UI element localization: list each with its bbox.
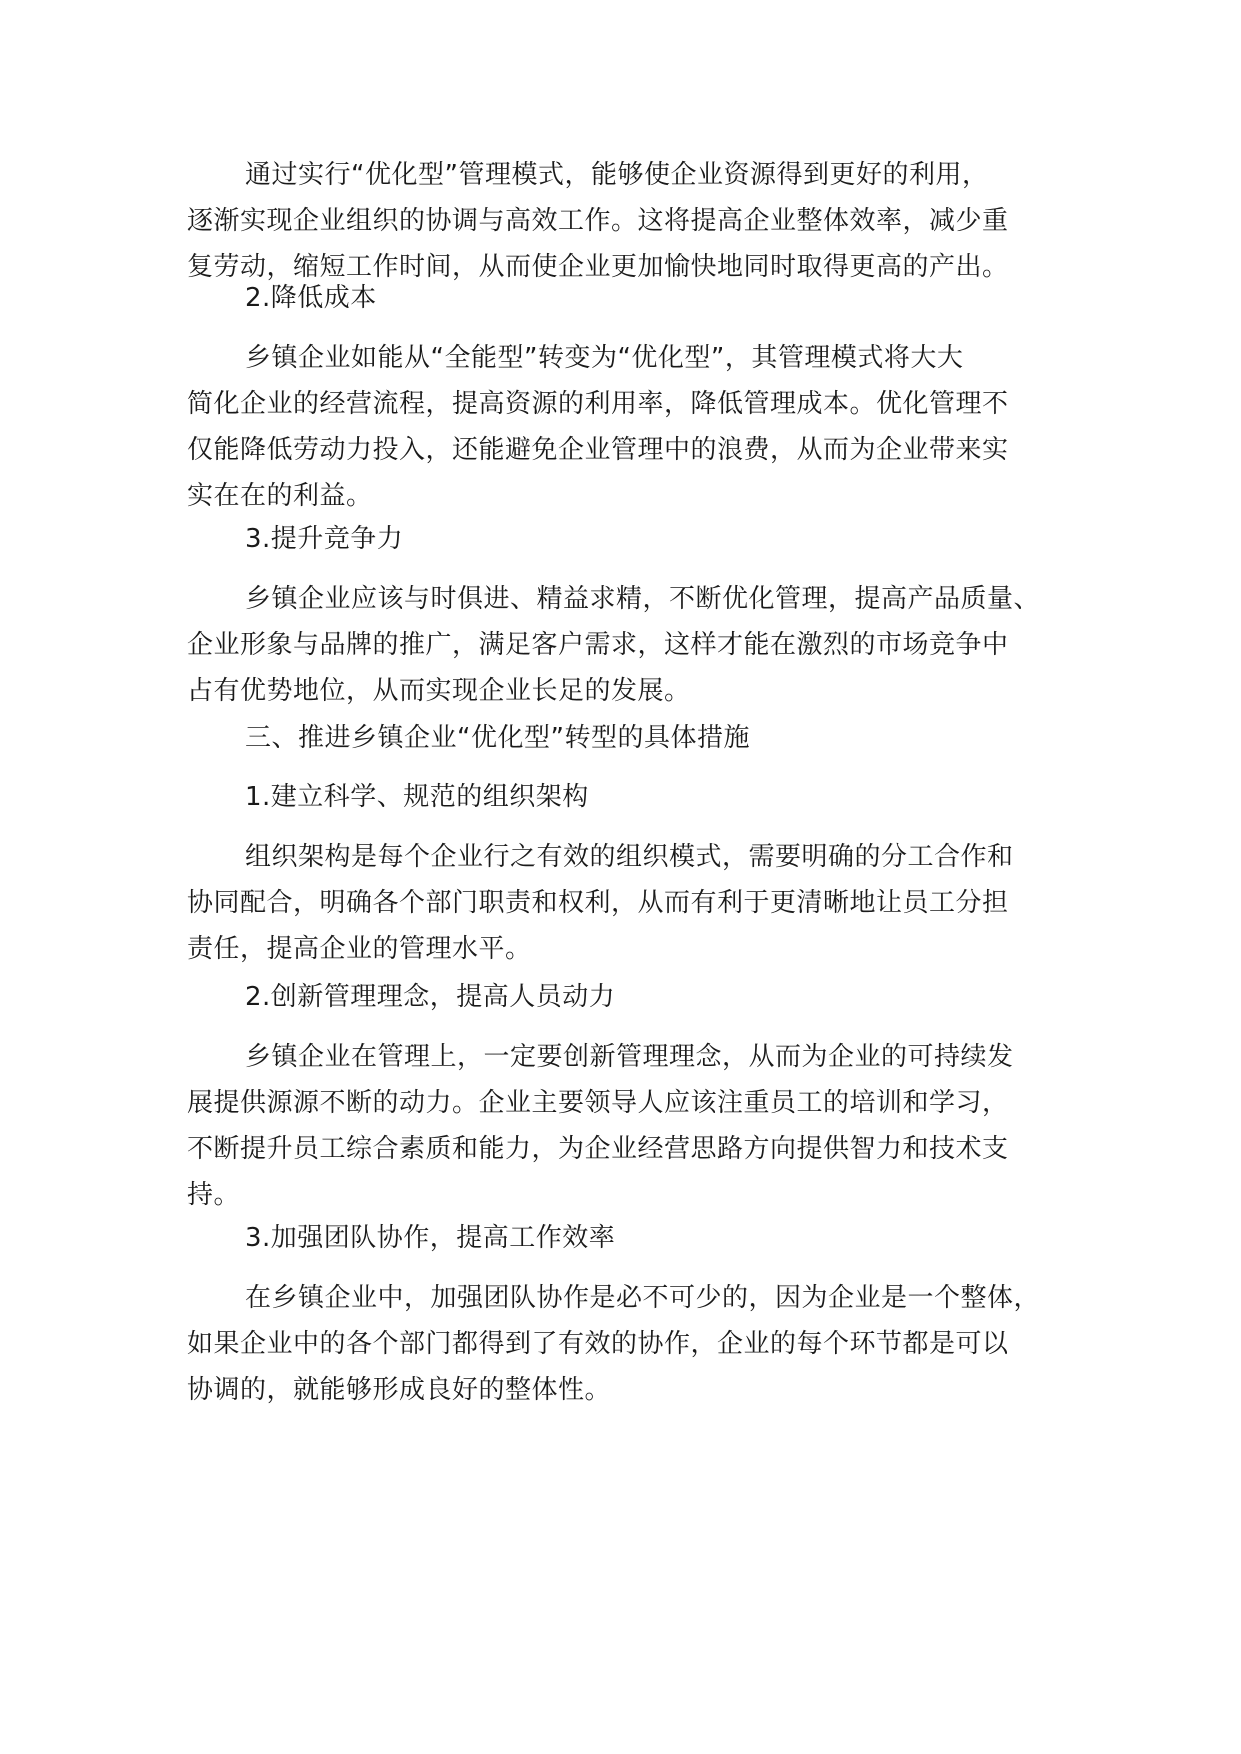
text-line: 协同配合，明确各个部门职责和权利，从而有利于更清晰地让员工分担 (187, 888, 1009, 918)
text-line: 仅能降低劳动力投入，还能避免企业管理中的浪费，从而为企业带来实 (187, 435, 1009, 465)
text-line: 乡镇企业应该与时俱进、精益求精，不断优化管理，提高产品质量、 (245, 584, 1041, 614)
text-line: 协调的，就能够形成良好的整体性。 (187, 1375, 612, 1405)
paragraph-teamwork (187, 1275, 1067, 1413)
heading-text: 3.加强团队协作，提高工作效率 (245, 1223, 616, 1253)
paragraph-benefit-efficiency (187, 152, 1067, 290)
text-line: 乡镇企业如能从“全能型”转变为“优化型”，其管理模式将大大 (245, 343, 964, 373)
paragraph-organization (187, 834, 1067, 972)
text-line: 乡镇企业在管理上，一定要创新管理理念，从而为企业的可持续发 (245, 1042, 1014, 1072)
heading-text: 三、推进乡镇企业“优化型”转型的具体措施 (245, 723, 750, 753)
text-line: 实在在的利益。 (187, 481, 373, 511)
text-line: 通过实行“优化型”管理模式，能够使企业资源得到更好的利用， (245, 160, 989, 190)
text-line: 企业形象与品牌的推广，满足客户需求，这样才能在激烈的市场竞争中 (187, 630, 1009, 660)
heading-text: 2.降低成本 (245, 283, 377, 313)
text-line: 占有优势地位，从而实现企业长足的发展。 (187, 676, 691, 706)
paragraph-innovation (187, 1034, 1067, 1218)
paragraph-reduce-cost (187, 335, 1067, 519)
text-line: 责任，提高企业的管理水平。 (187, 934, 532, 964)
heading-organization (187, 774, 1067, 820)
section-heading-measures (187, 715, 1067, 761)
text-line: 复劳动，缩短工作时间，从而使企业更加愉快地同时取得更高的产出。 (187, 252, 1009, 282)
text-line: 不断提升员工综合素质和能力，为企业经营思路方向提供智力和技术支 (187, 1134, 1009, 1164)
heading-text: 1.建立科学、规范的组织架构 (245, 782, 589, 812)
heading-competitiveness (187, 516, 1067, 562)
text-line: 持。 (187, 1180, 241, 1210)
heading-text: 2.创新管理理念，提高人员动力 (245, 982, 616, 1012)
heading-reduce-cost (187, 275, 1067, 321)
heading-innovation (187, 974, 1067, 1020)
heading-teamwork (187, 1215, 1067, 1261)
text-line: 展提供源源不断的动力。企业主要领导人应该注重员工的培训和学习， (187, 1088, 1009, 1118)
text-line: 在乡镇企业中，加强团队协作是必不可少的，因为企业是一个整体， (245, 1283, 1041, 1313)
paragraph-competitiveness (187, 576, 1067, 714)
text-line: 逐渐实现企业组织的协调与高效工作。这将提高企业整体效率，减少重 (187, 206, 1009, 236)
text-line: 组织架构是每个企业行之有效的组织模式，需要明确的分工合作和 (245, 842, 1014, 872)
text-line: 如果企业中的各个部门都得到了有效的协作，企业的每个环节都是可以 (187, 1329, 1009, 1359)
text-line: 简化企业的经营流程，提高资源的利用率，降低管理成本。优化管理不 (187, 389, 1009, 419)
heading-text: 3.提升竞争力 (245, 524, 404, 554)
